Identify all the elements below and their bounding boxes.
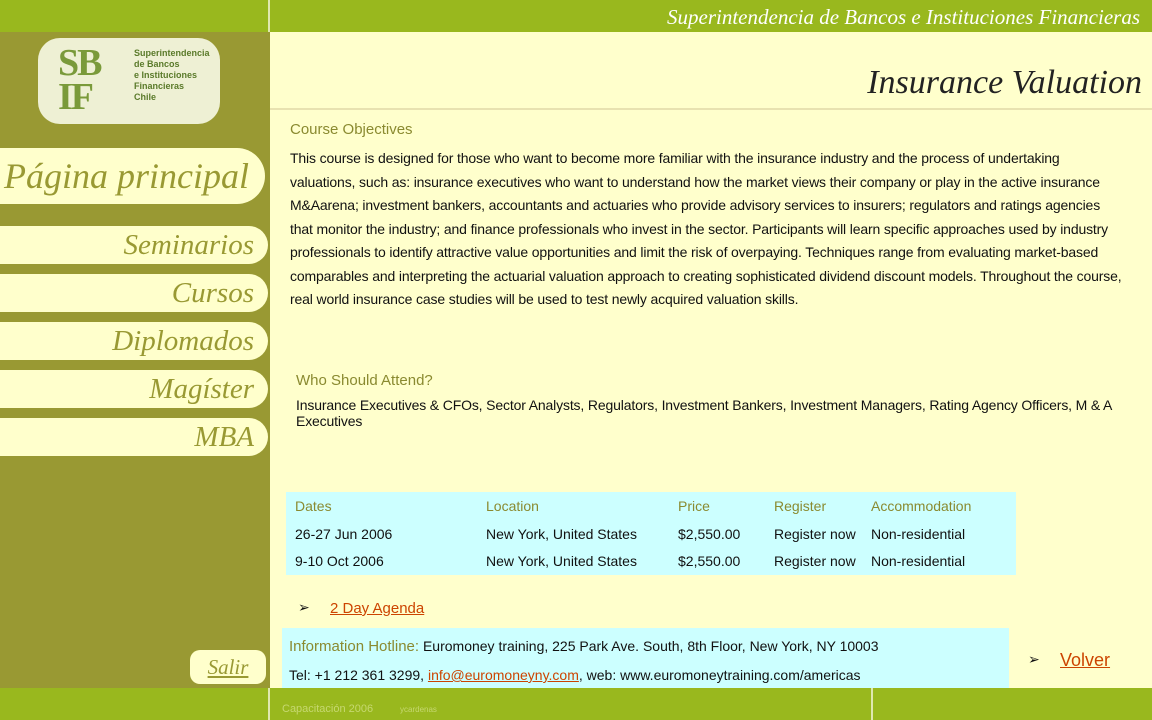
objectives-heading: Course Objectives <box>290 121 413 138</box>
logo-text-line: e Instituciones <box>134 70 198 80</box>
nav-mba[interactable]: MBA <box>0 418 268 456</box>
info-hotline-box <box>282 628 1009 688</box>
cell-dates: 26-27 Jun 2006 <box>295 526 393 542</box>
objectives-text: This course is designed for those who want to become more familiar with the insurance industry and the process of undertaking valuations, such as: insurance executives who want to understand how the market views their company or play in the active insurance M&Aarena; investment bankers, accountants and actuaries who provide advisory services to insurers; regulators and ratings agencies that monitor the industry; and finance professionals who invest in the sector. Participants will learn specific approaches used by industry professionals to identify attractive value opportunities and limit the risk of overpaying. Techniques range from evaluating market-based comparables and interpreting the actuarial valuation approach to creating sophisticated dividend discount models. Throughout the course, real world insurance case studies will be used to test newly acquired valuation skills. <box>290 150 1122 307</box>
table-row <box>286 553 1016 580</box>
logo-text-line: de Bancos <box>134 59 180 69</box>
col-accommodation: Accommodation <box>871 498 972 514</box>
cell-price: $2,550.00 <box>678 553 741 569</box>
cell-location: New York, United States <box>486 526 637 542</box>
table-row <box>286 526 1016 553</box>
who-text: Insurance Executives & CFOs, Sector Analysts, Regulators, Investment Bankers, Investment Managers, Rating Agency Officers, M & A Executives <box>296 397 1112 429</box>
header-title: Superintendencia de Bancos e Instituciones Financieras <box>667 5 1140 29</box>
col-location: Location <box>486 498 539 514</box>
info-web: , web: www.euromoneytraining.com/americas <box>578 667 861 683</box>
header-left-cell <box>0 0 270 32</box>
arrow-bullet-icon: ➢ <box>1028 651 1040 667</box>
arrow-bullet-icon: ➢ <box>298 599 310 615</box>
header-bar <box>0 0 1152 32</box>
footer-caption: Capacitación 2006 <box>282 703 374 715</box>
cell-location: New York, United States <box>486 553 637 569</box>
agenda-link[interactable]: 2 Day Agenda <box>330 600 425 617</box>
nav-diplomados[interactable]: Diplomados <box>0 322 268 360</box>
logo-text-line: Superintendencia <box>134 48 210 58</box>
nav-home[interactable]: Página principal <box>0 148 265 204</box>
logo-text-line: Chile <box>134 92 157 102</box>
col-register: Register <box>774 498 827 514</box>
info-contact-line <box>289 667 861 683</box>
logo-mark-bottom: IF <box>58 76 92 118</box>
cell-register[interactable]: Register now <box>774 526 856 542</box>
logo-mark-top: SB <box>58 42 101 84</box>
cell-register[interactable]: Register now <box>774 553 856 569</box>
exit-button[interactable]: Salir <box>190 650 266 684</box>
footer-bar <box>0 688 1152 720</box>
logo-text-line: Financieras <box>134 81 185 91</box>
footer-user: ycardenas <box>400 705 437 714</box>
nav-cursos[interactable]: Cursos <box>0 274 268 312</box>
logo-mark <box>58 42 128 118</box>
nav-seminarios[interactable]: Seminarios <box>0 226 268 264</box>
sidebar <box>0 32 270 688</box>
cell-accommodation: Non-residential <box>871 553 966 569</box>
sbif-logo <box>38 38 220 124</box>
info-tel: Tel: +1 212 361 3299, <box>289 667 428 683</box>
col-price: Price <box>678 498 710 514</box>
nav-magister[interactable]: Magíster <box>0 370 268 408</box>
footer-divider <box>871 688 873 720</box>
title-divider <box>270 108 1152 110</box>
info-address: Euromoney training, 225 Park Ave. South, 8th Floor, New York, NY 10003 <box>419 638 879 654</box>
who-heading: Who Should Attend? <box>296 372 433 389</box>
email-link[interactable]: info@euromoneyny.com <box>427 667 579 683</box>
back-link[interactable]: Volver <box>1060 650 1111 670</box>
footer-left-cell <box>0 688 270 720</box>
col-dates: Dates <box>295 498 332 514</box>
cell-accommodation: Non-residential <box>871 526 966 542</box>
sessions-table <box>286 492 1016 575</box>
cell-price: $2,550.00 <box>678 526 741 542</box>
cell-dates: 9-10 Oct 2006 <box>295 553 384 569</box>
page-title: Insurance Valuation <box>867 64 1142 101</box>
info-address-line <box>289 638 879 655</box>
info-label: Information Hotline: <box>289 638 420 655</box>
logo-text <box>134 48 210 103</box>
table-header-row <box>286 498 1016 525</box>
